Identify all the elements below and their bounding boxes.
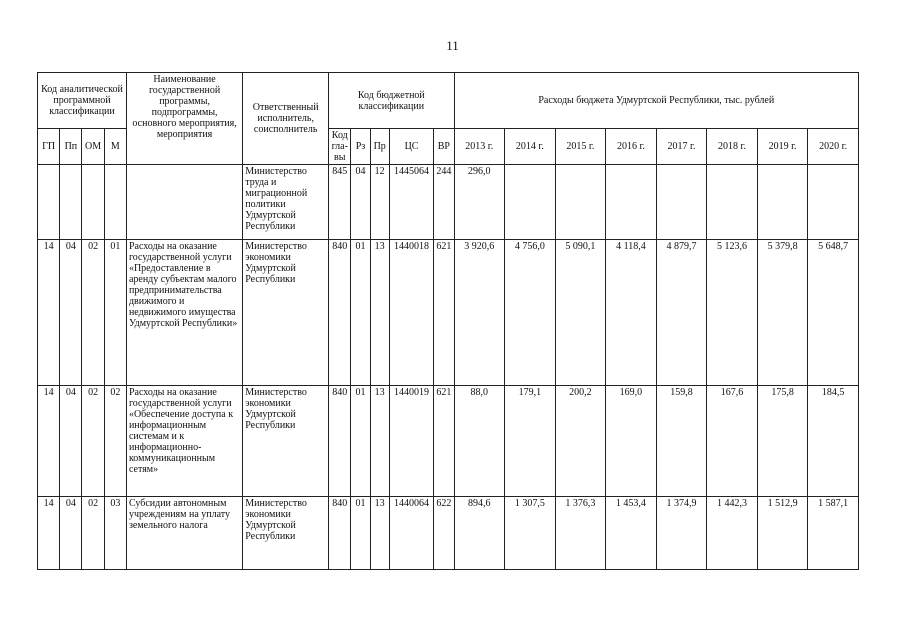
cell-value: [757, 165, 808, 240]
cell-value: 184,5: [808, 386, 859, 497]
table-row: [38, 386, 859, 497]
col-year: 2017 г.: [656, 129, 707, 165]
cell-vr: 621: [434, 240, 454, 386]
cell-om: 02: [82, 386, 104, 497]
cell-rz: 01: [351, 240, 370, 386]
cell-vr: 622: [434, 497, 454, 570]
cell-rz: 01: [351, 386, 370, 497]
cell-pp: [60, 165, 82, 240]
col-kod-glavy: Код гла-вы: [329, 129, 351, 165]
cell-value: [656, 165, 707, 240]
table-row: [38, 165, 859, 240]
budget-code-header: Код бюджетной классификации: [329, 73, 454, 129]
cell-om: 02: [82, 497, 104, 570]
col-year: 2015 г.: [555, 129, 606, 165]
cell-om: 02: [82, 240, 104, 386]
cell-name: Расходы на оказание государственной услуги «Предоставление в аренду субъектам малого предпринимательства движимого и недвижимого имущества Удмуртской Республики»: [126, 240, 242, 386]
col-year: 2020 г.: [808, 129, 859, 165]
col-year: 2018 г.: [707, 129, 758, 165]
cell-value: 1 442,3: [707, 497, 758, 570]
program-name-header: Наименование государственной программы, подпрограммы, основного мероприятия, мероприятия: [126, 73, 242, 165]
cell-value: 5 379,8: [757, 240, 808, 386]
cell-value: 296,0: [454, 165, 505, 240]
cell-executor: Министерство труда и миграционной политики Удмуртской Республики: [243, 165, 329, 240]
col-year: 2013 г.: [454, 129, 505, 165]
cell-value: 179,1: [505, 386, 556, 497]
cell-value: [505, 165, 556, 240]
cell-value: 1 374,9: [656, 497, 707, 570]
page-number: 11: [446, 38, 459, 53]
cell-cs: 1445064: [389, 165, 433, 240]
cell-name: Субсидии автономным учреждениям на уплату земельного налога: [126, 497, 242, 570]
cell-m: [104, 165, 126, 240]
cell-rz: 01: [351, 497, 370, 570]
col-gp: ГП: [38, 129, 60, 165]
col-m: М: [104, 129, 126, 165]
col-rz: Рз: [351, 129, 370, 165]
cell-value: 4 879,7: [656, 240, 707, 386]
cell-kod: 840: [329, 386, 351, 497]
cell-pp: 04: [60, 386, 82, 497]
cell-pr: 13: [370, 497, 389, 570]
cell-pr: 13: [370, 386, 389, 497]
col-om: ОМ: [82, 129, 104, 165]
cell-gp: 14: [38, 497, 60, 570]
cell-kod: 845: [329, 165, 351, 240]
cell-value: 894,6: [454, 497, 505, 570]
analytic-code-header: Код аналитической программной классификации: [38, 73, 127, 129]
cell-value: 167,6: [707, 386, 758, 497]
col-pr: Пр: [370, 129, 389, 165]
cell-value: 175,8: [757, 386, 808, 497]
cell-pp: 04: [60, 240, 82, 386]
col-year: 2016 г.: [606, 129, 657, 165]
cell-value: [555, 165, 606, 240]
cell-value: 3 920,6: [454, 240, 505, 386]
cell-value: 159,8: [656, 386, 707, 497]
table-row: [38, 240, 859, 386]
cell-value: 1 453,4: [606, 497, 657, 570]
col-vr: ВР: [434, 129, 454, 165]
cell-executor: Министерство экономики Удмуртской Республики: [243, 240, 329, 386]
cell-pp: 04: [60, 497, 82, 570]
expenses-header: Расходы бюджета Удмуртской Республики, тыс. рублей: [454, 73, 858, 129]
cell-value: [606, 165, 657, 240]
cell-m: 02: [104, 386, 126, 497]
cell-name: [126, 165, 242, 240]
col-year: 2019 г.: [757, 129, 808, 165]
cell-gp: 14: [38, 386, 60, 497]
executor-header: Ответственный исполнитель, соисполнитель: [243, 73, 329, 165]
cell-cs: 1440019: [389, 386, 433, 497]
cell-cs: 1440018: [389, 240, 433, 386]
table-row: [38, 497, 859, 570]
cell-m: 03: [104, 497, 126, 570]
cell-kod: 840: [329, 240, 351, 386]
cell-rz: 04: [351, 165, 370, 240]
col-year: 2014 г.: [505, 129, 556, 165]
cell-value: 200,2: [555, 386, 606, 497]
cell-gp: 14: [38, 240, 60, 386]
cell-kod: 840: [329, 497, 351, 570]
cell-om: [82, 165, 104, 240]
col-pp: Пп: [60, 129, 82, 165]
cell-name: Расходы на оказание государственной услуги «Обеспечение доступа к информационным системам и к информационно-коммуникационным сетям»: [126, 386, 242, 497]
cell-cs: 1440064: [389, 497, 433, 570]
cell-vr: 621: [434, 386, 454, 497]
cell-vr: 244: [434, 165, 454, 240]
cell-pr: 12: [370, 165, 389, 240]
cell-gp: [38, 165, 60, 240]
cell-value: [707, 165, 758, 240]
cell-value: 5 648,7: [808, 240, 859, 386]
cell-value: 1 512,9: [757, 497, 808, 570]
cell-value: 4 756,0: [505, 240, 556, 386]
cell-executor: Министерство экономики Удмуртской Республики: [243, 497, 329, 570]
cell-executor: Министерство экономики Удмуртской Республики: [243, 386, 329, 497]
cell-value: [808, 165, 859, 240]
cell-value: 5 090,1: [555, 240, 606, 386]
cell-value: 4 118,4: [606, 240, 657, 386]
budget-table: [37, 72, 859, 570]
cell-value: 88,0: [454, 386, 505, 497]
cell-pr: 13: [370, 240, 389, 386]
cell-value: 5 123,6: [707, 240, 758, 386]
cell-value: 1 587,1: [808, 497, 859, 570]
cell-m: 01: [104, 240, 126, 386]
cell-value: 169,0: [606, 386, 657, 497]
cell-value: 1 376,3: [555, 497, 606, 570]
cell-value: 1 307,5: [505, 497, 556, 570]
col-cs: ЦС: [389, 129, 433, 165]
